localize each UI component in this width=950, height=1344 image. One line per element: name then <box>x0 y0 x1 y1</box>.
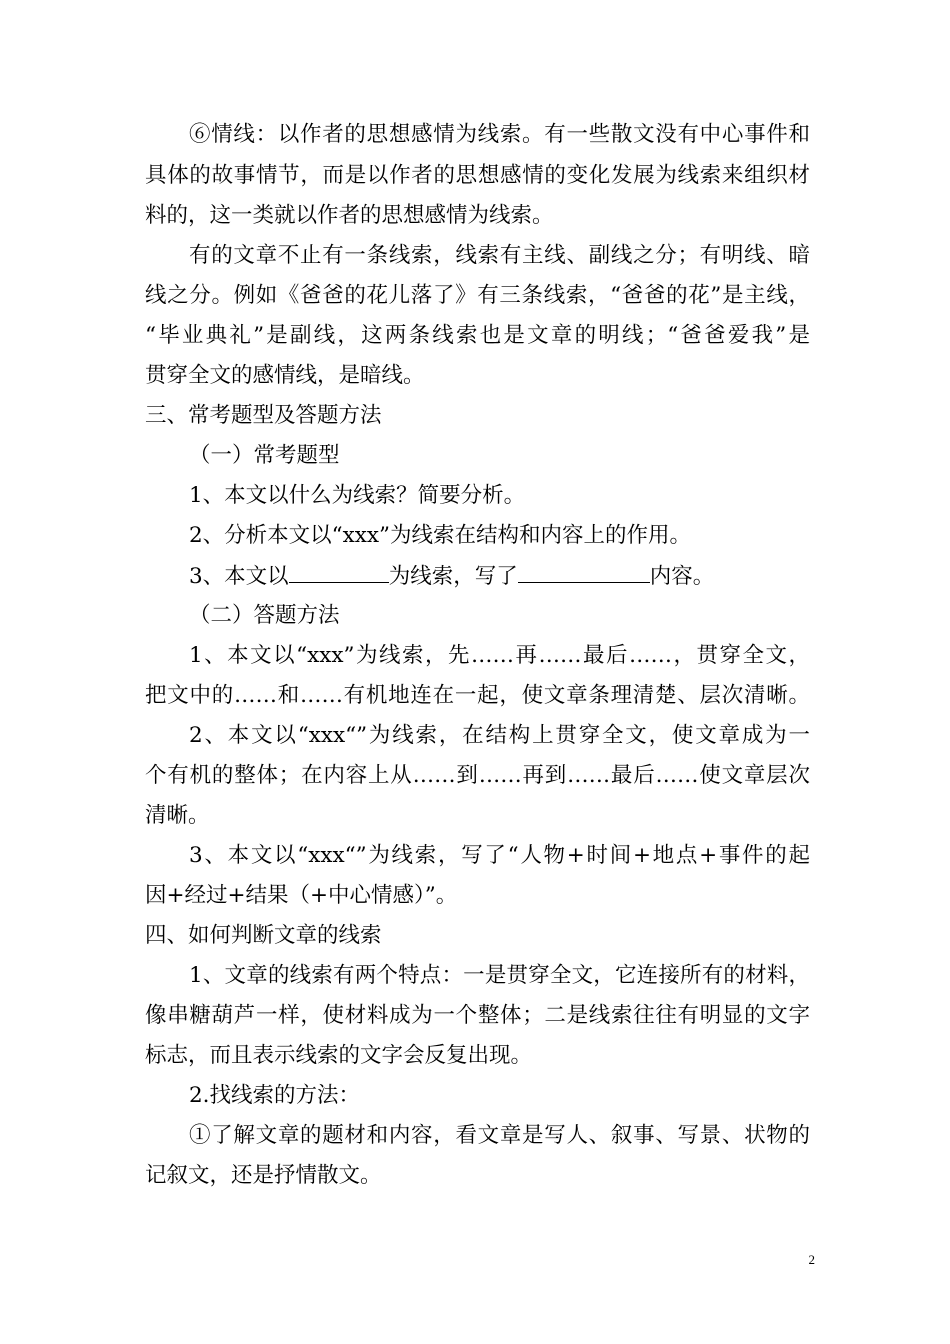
fill-text-2: 为线索，写了 <box>388 564 518 589</box>
fill-text-1: 3、本文以 <box>189 564 289 589</box>
paragraph-line: 3、本文以“xxx“”为线索，写了“人物+时间+地点+事件的起 <box>189 843 810 868</box>
paragraph-line: 有的文章不止有一条线索，线索有主线、副线之分；有明线、暗 <box>189 243 810 268</box>
paragraph-line: 记叙文，还是抒情散文。 <box>145 1163 382 1188</box>
paragraph-line: 料的，这一类就以作者的思想感情为线索。 <box>145 203 554 228</box>
paragraph-line: 贯穿全文的感情线，是暗线。 <box>145 363 425 388</box>
fill-in-question <box>189 556 810 596</box>
paragraph-line: “毕业典礼”是副线，这两条线索也是文章的明线；“爸爸爱我”是 <box>145 323 810 348</box>
paragraph-line: 清晰。 <box>145 803 210 828</box>
page-number: 2 <box>808 1252 815 1267</box>
paragraph-line: 2.找线索的方法： <box>189 1083 361 1108</box>
paragraph-line: 1、本文以“xxx”为线索，先……再……最后……，贯穿全文， <box>189 643 810 668</box>
section-heading: 三、常考题型及答题方法 <box>145 403 382 428</box>
section-heading: 四、如何判断文章的线索 <box>145 923 382 948</box>
answer-blank <box>289 556 389 583</box>
paragraph-line: ⑥情线：以作者的思想感情为线索。有一些散文没有中心事件和 <box>189 122 810 147</box>
paragraph-line: 因+经过+结果（+中心情感）”。 <box>145 883 458 908</box>
answer-blank <box>518 556 650 583</box>
paragraph-line: 线之分。例如《爸爸的花儿落了》有三条线索，“爸爸的花”是主线， <box>145 283 810 308</box>
question-item: 1、本文以什么为线索？简要分析。 <box>189 483 526 508</box>
subsection-heading: （一）常考题型 <box>189 443 340 468</box>
paragraph-line: 把文中的……和……有机地连在一起，使文章条理清楚、层次清晰。 <box>145 683 810 708</box>
subsection-heading: （二）答题方法 <box>189 603 340 628</box>
paragraph-line: 2、本文以“xxx“”为线索，在结构上贯穿全文，使文章成为一 <box>189 723 810 748</box>
paragraph-line: 标志，而且表示线索的文字会反复出现。 <box>145 1043 533 1068</box>
paragraph-line: 1、文章的线索有两个特点：一是贯穿全文，它连接所有的材料， <box>189 963 810 988</box>
fill-text-3: 内容。 <box>649 564 715 589</box>
paragraph-line: 个有机的整体；在内容上从……到……再到……最后……使文章层次 <box>145 763 810 788</box>
paragraph-line: 具体的故事情节，而是以作者的思想感情的变化发展为线索来组织材 <box>145 163 810 188</box>
paragraph-line: 像串糖葫芦一样，使材料成为一个整体；二是线索往往有明显的文字 <box>145 1003 810 1028</box>
paragraph-line: ①了解文章的题材和内容，看文章是写人、叙事、写景、状物的 <box>189 1123 810 1148</box>
question-item: 2、分析本文以“xxx”为线索在结构和内容上的作用。 <box>189 523 692 548</box>
